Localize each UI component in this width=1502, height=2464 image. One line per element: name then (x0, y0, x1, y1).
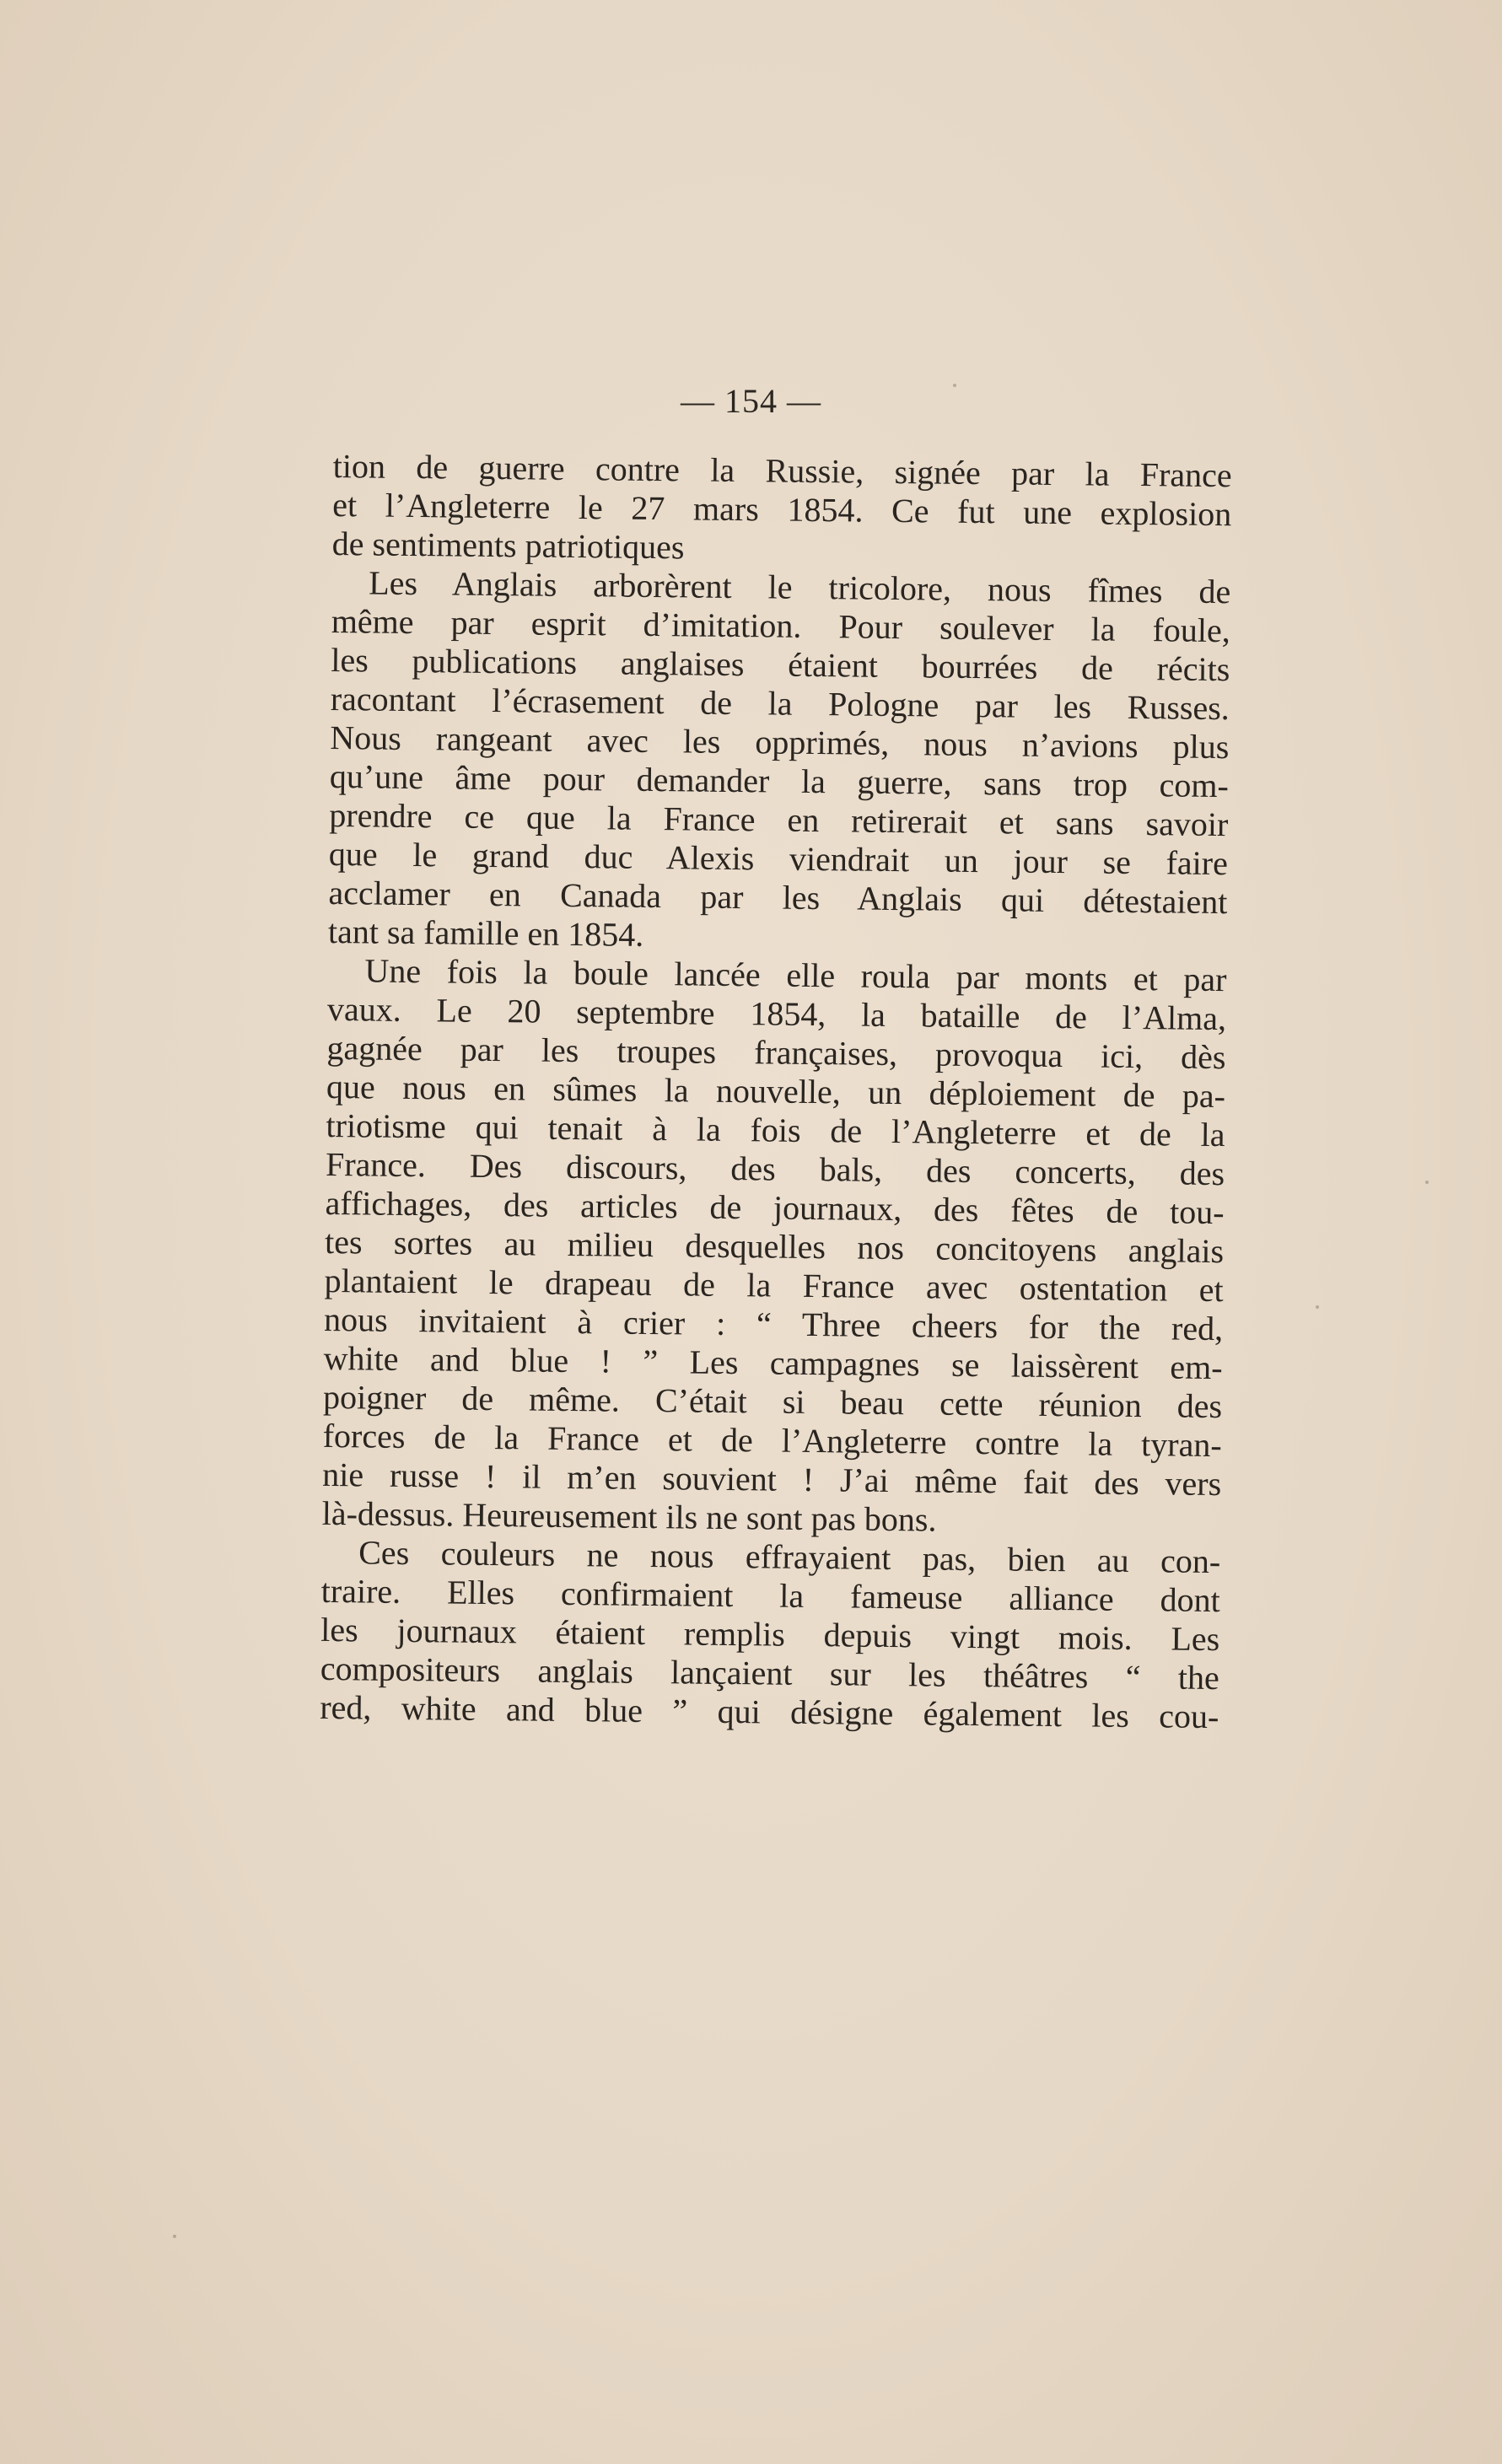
text-line: que le grand duc Alexis viendrait un jour se faire (328, 834, 1229, 883)
text-line: plantaient le drapeau de la France avec ostentation et (324, 1261, 1224, 1310)
text-line: nie russe ! il m’en souvient ! J’ai même fait des vers (322, 1455, 1222, 1504)
text-line: tion de guerre contre la Russie, signée par la France (332, 447, 1232, 495)
text-line: nous invitaient à crier : “ Three cheers for the red, (323, 1299, 1224, 1348)
text-line: red, white and blue ” qui désigne également les cou- (320, 1687, 1219, 1736)
text-line: Une fois la boule lancée elle roula par monts et par (364, 951, 1227, 999)
text-line: affichages, des articles de journaux, des fêtes de tou- (325, 1183, 1225, 1232)
text-line: de sentiments patriotiques (331, 524, 685, 567)
text-line: Nous rangeant avec les opprimés, nous n’avions plus (330, 718, 1230, 767)
text-line: et l’Angleterre le 27 mars 1854. Ce fut une explosion (332, 485, 1232, 534)
text-line: vaux. Le 20 septembre 1854, la bataille de l’Alma, (326, 989, 1227, 1038)
paper-speck (1425, 1181, 1429, 1184)
text-line: poigner de même. C’était si beau cette réunion des (322, 1377, 1223, 1426)
text-line: les journaux étaient remplis depuis vingt mois. Les (320, 1610, 1220, 1659)
text-line: qu’une âme pour demander la guerre, sans trop com- (329, 756, 1230, 805)
text-line: gagnée par les troupes françaises, provoqua ici, dès (326, 1028, 1226, 1077)
text-line: forces de la France et de l’Angleterre contre la tyran- (322, 1416, 1222, 1465)
text-line: prendre ce que la France en retirerait et sans savoir (329, 795, 1229, 844)
paper-speck (173, 2235, 176, 2238)
text-line: Les Anglais arborèrent le tricolore, nous fîmes de (369, 563, 1231, 611)
text-line: triotisme qui tenait à la fois de l’Angleterre et de la (326, 1106, 1225, 1154)
text-line: que nous en sûmes la nouvelle, un déploiement de pa- (326, 1067, 1226, 1116)
text-line: même par esprit d’imitation. Pour soulever la foule, (331, 601, 1231, 650)
text-line: tant sa famille en 1854. (327, 912, 644, 954)
text-line: compositeurs anglais lançaient sur les théâtres “ the (320, 1649, 1220, 1697)
text-line: Ces couleurs ne nous effrayaient pas, bien au con- (358, 1533, 1221, 1581)
text-line: traire. Elles confirmaient la fameuse alliance dont (320, 1571, 1220, 1620)
text-line: tes sortes au milieu desquelles nos concitoyens anglais (324, 1222, 1225, 1271)
text-line: white and blue ! ” Les campagnes se laissèrent em- (323, 1338, 1223, 1387)
text-line: racontant l’écrasement de la Pologne par les Russes. (330, 679, 1230, 728)
paper-speck (953, 384, 956, 387)
paper-speck (1316, 1305, 1319, 1309)
text-line: là-dessus. Heureusement ils ne sont pas bons. (321, 1493, 937, 1539)
body-text (320, 447, 1232, 1736)
page-number: — 154 — (681, 382, 821, 420)
text-line: acclamer en Canada par les Anglais qui détestaient (328, 873, 1228, 922)
text-line: France. Des discours, des bals, des concerts, des (325, 1144, 1225, 1193)
text-line: les publications anglaises étaient bourrées de récits (331, 640, 1230, 689)
